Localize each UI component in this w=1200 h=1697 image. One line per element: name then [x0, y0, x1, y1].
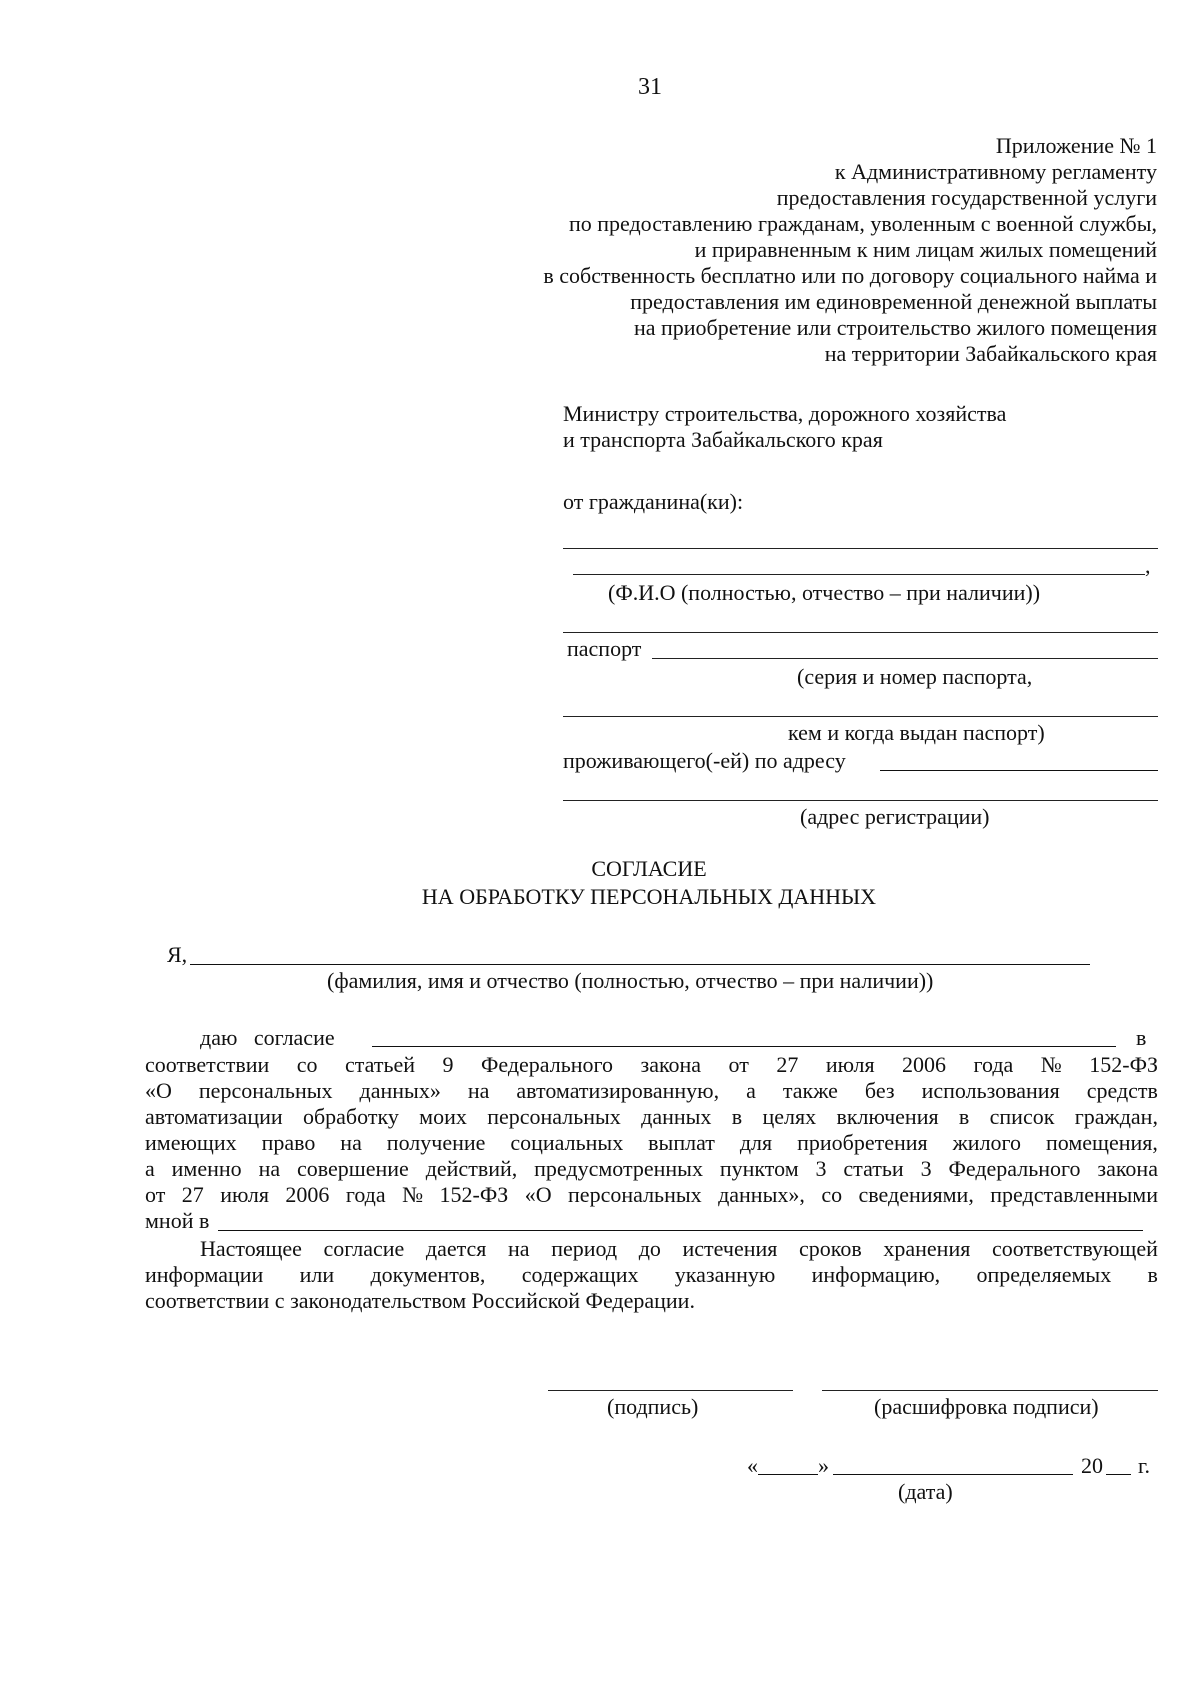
body-line — [145, 1104, 1158, 1130]
body-line — [145, 1078, 1158, 1104]
signature-field[interactable] — [548, 1390, 793, 1391]
word: на — [467, 1078, 490, 1103]
word: указанную — [674, 1262, 776, 1287]
appendix-line: Приложение № 1 — [995, 133, 1157, 158]
word: соответствующей — [991, 1236, 1158, 1261]
signature-decode-hint: (расшифровка подписи) — [874, 1394, 1099, 1419]
word: со — [296, 1052, 318, 1077]
word: предусмотренных — [534, 1156, 703, 1181]
word: помещения, — [1046, 1130, 1158, 1155]
appendix-line: в собственность бесплатно или по договору социального найма и — [543, 263, 1157, 288]
word: содержащих — [521, 1262, 639, 1287]
i-name-field[interactable] — [190, 964, 1090, 965]
word: социальных — [510, 1130, 624, 1155]
word: № — [1040, 1052, 1062, 1077]
word: согласие — [323, 1236, 405, 1261]
word: Федерального — [948, 1156, 1081, 1181]
body-line-words — [145, 1104, 1158, 1130]
word: документов, — [370, 1262, 486, 1287]
word: использования — [921, 1078, 1060, 1103]
word: соответствии — [145, 1052, 270, 1077]
period-line-words — [145, 1262, 1158, 1288]
word: информации — [145, 1262, 264, 1287]
word: статьи — [843, 1156, 904, 1181]
period-line — [145, 1262, 1158, 1288]
word: автоматизации — [145, 1104, 283, 1129]
word: 152-ФЗ — [1089, 1052, 1158, 1077]
date-close-quote: » — [818, 1453, 829, 1478]
addressee-line: и транспорта Забайкальского края — [563, 427, 883, 452]
word: обработку — [302, 1104, 399, 1129]
word: без — [864, 1078, 895, 1103]
appendix-line: и приравненным к ним лицам жилых помещений — [694, 237, 1157, 262]
word: сроков — [799, 1236, 862, 1261]
word: право — [261, 1130, 316, 1155]
word: закона — [640, 1052, 702, 1077]
word: для — [739, 1130, 773, 1155]
period-line — [200, 1236, 1158, 1262]
word: № — [402, 1182, 424, 1207]
word: имеющих — [145, 1130, 237, 1155]
body-line — [145, 1052, 1158, 1078]
word: в — [731, 1104, 743, 1129]
fio-comma: , — [1145, 553, 1151, 578]
word: моих — [419, 1104, 467, 1129]
date-day-field[interactable] — [758, 1474, 818, 1475]
word: приобретения — [797, 1130, 928, 1155]
date-year-field[interactable] — [1106, 1474, 1131, 1475]
word: дается — [425, 1236, 487, 1261]
appendix-line: на приобретение или строительство жилого помещения — [633, 315, 1157, 340]
word: а — [746, 1078, 756, 1103]
word: от — [145, 1182, 166, 1207]
word: период — [551, 1236, 618, 1261]
word: истечения — [682, 1236, 778, 1261]
body-line-words — [145, 1182, 1158, 1208]
word: «О — [145, 1078, 172, 1103]
word: июля — [220, 1182, 269, 1207]
body-line — [145, 1182, 1158, 1208]
passport-field[interactable] — [652, 658, 1158, 659]
appendix-line: к Административному регламенту — [834, 159, 1157, 184]
appendix-line: по предоставлению гражданам, уволенным с военной службы, — [568, 211, 1157, 236]
appendix-line: предоставления государственной услуги — [776, 185, 1157, 210]
body-line — [145, 1156, 1158, 1182]
addressee-line: Министру строительства, дорожного хозяйства — [563, 401, 1007, 426]
word: 27 — [776, 1052, 799, 1077]
word: данных», — [718, 1182, 805, 1207]
from-label: от гражданина(ки): — [563, 489, 744, 514]
word: список — [989, 1104, 1055, 1129]
word: действий, — [425, 1156, 518, 1181]
word: 2006 — [285, 1182, 330, 1207]
word: автоматизированную, — [516, 1078, 720, 1103]
word: на — [340, 1130, 362, 1155]
passport-hint: (серия и номер паспорта, — [797, 664, 1033, 689]
appendix-line: предоставления им единовременной денежной выплаты — [630, 289, 1157, 314]
date-month-field[interactable] — [833, 1474, 1073, 1475]
date-open-quote: « — [747, 1453, 758, 1478]
word: закона — [1097, 1156, 1158, 1181]
address-hint: (адрес регистрации) — [800, 804, 990, 829]
passport-line-top[interactable] — [563, 632, 1158, 633]
word: Федерального — [480, 1052, 614, 1077]
word: 9 — [442, 1052, 454, 1077]
passport-label: паспорт — [567, 636, 642, 661]
document-subtitle: НА ОБРАБОТКУ ПЕРСОНАЛЬНЫХ ДАННЫХ — [421, 884, 877, 909]
address-field[interactable] — [880, 770, 1158, 771]
word: персональных — [568, 1182, 702, 1207]
word: июля — [825, 1052, 875, 1077]
word: также — [782, 1078, 838, 1103]
address-line-2[interactable] — [563, 800, 1158, 801]
mnoy-v-label: мной в — [145, 1208, 210, 1233]
word: года — [345, 1182, 386, 1207]
word: 27 — [181, 1182, 204, 1207]
fio-line-1[interactable] — [563, 548, 1158, 549]
page-number: 31 — [638, 74, 662, 100]
word: до — [638, 1236, 661, 1261]
word: жилого — [952, 1130, 1022, 1155]
word: хранения — [883, 1236, 971, 1261]
i-label: Я, — [167, 942, 188, 967]
word: на — [508, 1236, 530, 1261]
word: пунктом — [719, 1156, 799, 1181]
document-title: СОГЛАСИЕ — [591, 856, 707, 881]
passport-issue-hint: кем и когда выдан паспорт) — [788, 720, 1045, 745]
address-label: проживающего(-ей) по адресу — [563, 748, 846, 773]
word: совершение — [297, 1156, 409, 1181]
appendix-line: на территории Забайкальского края — [824, 341, 1157, 366]
word: со — [821, 1182, 843, 1207]
period-last-line: соответствии с законодательством Российской Федерации. — [145, 1288, 695, 1313]
date-hint: (дата) — [898, 1479, 953, 1504]
word: целях — [762, 1104, 817, 1129]
date-year-suffix: г. — [1138, 1453, 1151, 1478]
word: выплат — [648, 1130, 715, 1155]
word: от — [728, 1052, 749, 1077]
word: сведениями, — [858, 1182, 974, 1207]
period-line-words — [200, 1236, 1158, 1262]
fio-hint: (Ф.И.О (полностью, отчество – при наличии)) — [608, 580, 1041, 605]
passport-issue-line[interactable] — [563, 716, 1158, 717]
word: года — [973, 1052, 1014, 1077]
consent-v: в — [1136, 1025, 1147, 1050]
signature-hint: (подпись) — [607, 1394, 699, 1419]
word: статьей — [345, 1052, 416, 1077]
mnoy-v-field[interactable] — [218, 1230, 1143, 1231]
word: граждан, — [1074, 1104, 1158, 1129]
word: данных» — [359, 1078, 441, 1103]
word: получение — [386, 1130, 486, 1155]
body-line-words — [145, 1130, 1158, 1156]
consent-to-field[interactable] — [372, 1046, 1116, 1047]
body-line-words — [145, 1078, 1158, 1104]
consent-give-label: даю согласие — [200, 1025, 335, 1050]
word: а — [145, 1156, 155, 1181]
word: информацию, — [811, 1262, 941, 1287]
word: персональных — [198, 1078, 333, 1103]
word: Настоящее — [200, 1236, 302, 1261]
date-year-prefix: 20 — [1081, 1453, 1103, 1478]
word: средств — [1086, 1078, 1158, 1103]
word: включения — [836, 1104, 939, 1129]
signature-decode-field[interactable] — [822, 1390, 1158, 1391]
word: персональных — [487, 1104, 621, 1129]
body-line-words — [145, 1156, 1158, 1182]
word: 152-ФЗ — [439, 1182, 509, 1207]
fio-line-2[interactable] — [573, 574, 1145, 575]
word: 2006 — [902, 1052, 947, 1077]
i-hint: (фамилия, имя и отчество (полностью, отчество – при наличии)) — [327, 968, 934, 993]
body-line-words — [145, 1052, 1158, 1078]
word: или — [299, 1262, 335, 1287]
word: 3 — [815, 1156, 827, 1181]
word: именно — [171, 1156, 242, 1181]
word: 3 — [920, 1156, 932, 1181]
word: определяемых — [976, 1262, 1112, 1287]
word: представленными — [990, 1182, 1158, 1207]
word: на — [258, 1156, 281, 1181]
body-line — [145, 1130, 1158, 1156]
word: в — [1147, 1262, 1158, 1287]
word: в — [958, 1104, 970, 1129]
word: «О — [524, 1182, 552, 1207]
word: данных — [641, 1104, 712, 1129]
